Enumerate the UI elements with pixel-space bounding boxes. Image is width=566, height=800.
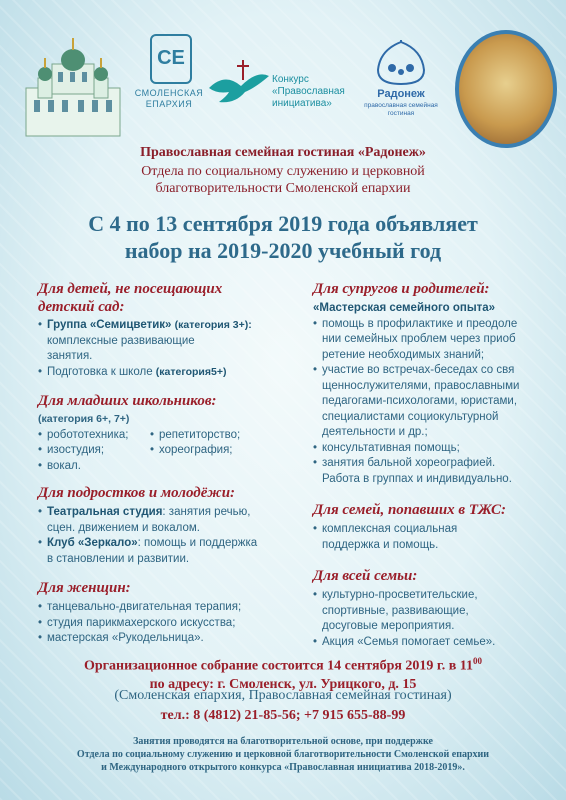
eparchy-emblem-icon: СЕ [150,34,192,84]
item-text: Подготовка к школе [47,365,153,378]
right-column [313,280,548,650]
list-item-cont: спортивные, развивающие, [322,604,469,617]
item-text: : помощь и поддержка [137,537,258,549]
main-title-line-2: набор на 2019-2020 учебный год [124,238,442,263]
list-item-cont: специалистами социокультурной [322,410,499,423]
meeting-line-1 [0,652,566,676]
radonezh-emblem-icon [372,40,430,86]
list-item: • мастерская «Рукодельница». [38,631,298,647]
list-item-cont: сцен. движением и вокалом. [47,521,200,534]
footer-line-3: и Международного открытого конкурса «Православная инициатива 2018-2019». [101,762,465,773]
list-item: • репетиторство; [150,428,240,444]
list-item [38,365,298,381]
contest-logo-label: Конкурс «Православная инициатива» [272,74,345,109]
list-item-cont: педагогами-психологами, юристами, [322,395,518,407]
left-column [38,280,298,647]
list-item [38,505,298,521]
list-item-cont: досуговые мероприятия. [322,620,455,632]
list-item: • хореография; [150,443,240,459]
section-family-list [313,588,548,650]
footer-line-2: Отдела по социальному служению и церковной благотворительности Смоленской епархии [76,749,490,760]
eparchy-logo-label: СМОЛЕНСКАЯ ЕПАРХИЯ [134,88,204,109]
list-item: • Акция «Семья помогает семье». [313,635,548,651]
dove-icon [205,58,275,108]
list-item: • студия парикмахерского искусства; [38,616,298,632]
radonezh-logo-sub: православная семейная гостиная [364,102,438,117]
section-spouses-list [313,301,548,487]
meeting-location: (Смоленская епархия, Православная семейная гостиная) [114,688,452,703]
list-item: • участие во встречах-беседах со свя [313,363,548,379]
list-item-cont: нии семейных проблем через приоб [322,333,516,345]
list-item-cont: комплексные развивающие [47,334,195,347]
section-tzhs-list [313,522,548,553]
item-text: : занятия речью, [162,506,251,518]
list-item-cont: щеннослужителями, православными [322,379,520,392]
category-label: (категория 3+): [174,319,252,331]
list-item-cont: Работа в группах и индивидуально. [322,472,512,485]
category-label: (категория 6+, 7+) [38,413,130,425]
section-school-heading: Для младших школьников: [38,393,217,409]
section-school-list [38,412,298,474]
list-item-cont: деятельности и др.; [322,426,428,438]
section-women-heading: Для женщин: [38,580,131,596]
section-women-list [38,600,298,647]
list-item-cont: занятия. [47,350,93,362]
list-item: • танцевально-двигательная терапия; [38,600,298,616]
icon-painting-image [455,30,557,148]
section-kids-heading-1: Для детей, не посещающих [38,281,223,297]
meeting-date: Организационное собрание состоится 14 сентября 2019 г. в 11 [84,658,473,674]
header-line-3: благотворительности Смоленской епархии [155,181,411,196]
list-item: • культурно-просветительские, [313,588,548,604]
list-item-cont: в становлении и развитии. [47,552,190,565]
list-item: • комплексная социальная [313,522,548,538]
list-item-cont: поддержка и помощь. [322,538,439,551]
group-name: Группа «Семицветик» [47,319,172,331]
section-kids-list [38,318,298,380]
meeting-time-sup: 00 [473,656,482,666]
contact-phone: тел.: 8 (4812) 21-85-56; +7 915 655-88-99 [160,708,406,723]
list-item [38,318,298,334]
header-subtitle [0,163,566,197]
list-item-cont: ретение необходимых знаний; [322,348,485,361]
studio-name: Театральная студия [47,506,163,518]
section-tzhs-heading: Для семей, попавших в ТЖС: [313,502,507,518]
meeting-address: по адресу: г. Смоленск, ул. Урицкого, д. 15 [149,676,417,692]
list-item: • вокал. [38,459,150,475]
main-title-line-1: С 4 по 13 сентября 2019 года объявляет [88,211,478,236]
header-title: Православная семейная гостиная «Радонеж» [140,145,426,160]
header-line-2: Отдела по социальному служению и церковной [141,164,425,179]
list-item: • изостудия; [38,443,150,459]
list-item: • помощь в профилактике и преодоле [313,317,548,333]
radonezh-logo-label: Радонеж [377,88,425,100]
section-kids-heading [38,280,298,316]
section-kids-heading-2: детский сад: [38,299,125,315]
list-item: • робототехника; [38,428,150,444]
list-item [38,536,298,552]
section-family-heading: Для всей семьи: [313,568,418,584]
workshop-name: «Мастерская семейного опыта» [313,302,496,314]
footer-line-1: Занятия проводятся на благотворительной основе, при поддержке [133,736,433,747]
footer-note [0,735,566,774]
category-label: (категория5+) [155,365,227,378]
list-item: • занятия бальной хореографией. [313,456,548,472]
section-spouses-heading: Для супругов и родителей: [313,281,490,297]
section-teens-list [38,505,298,567]
section-teens-heading: Для подростков и молодёжи: [38,485,236,501]
main-title [0,210,566,264]
cathedral-image [18,28,128,140]
list-item: • консультативная помощь; [313,441,548,457]
club-name: Клуб «Зеркало» [47,537,138,549]
